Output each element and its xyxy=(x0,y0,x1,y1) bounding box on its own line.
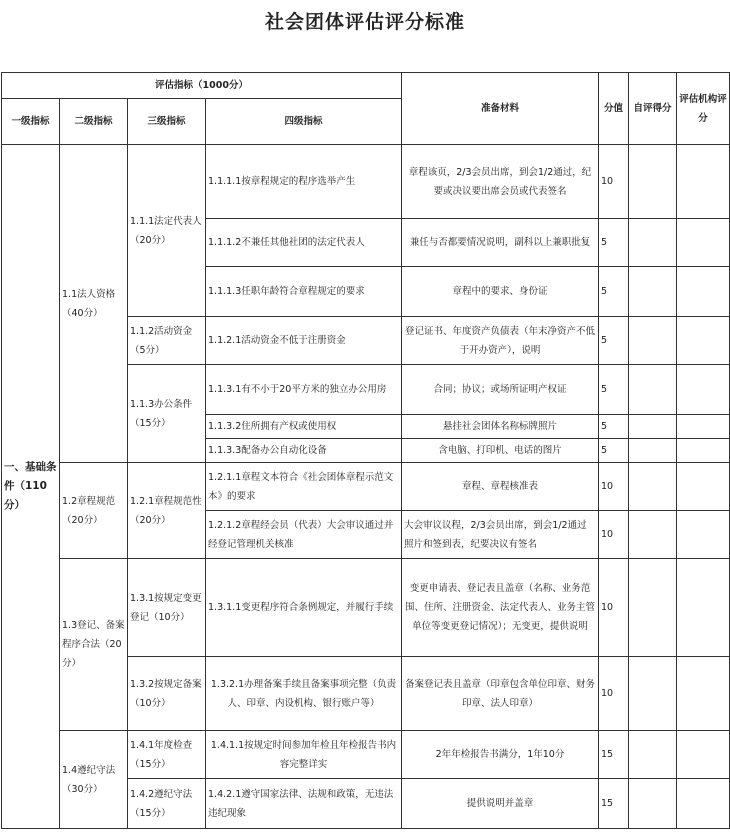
self-score-cell[interactable] xyxy=(629,463,677,511)
level3-1-3-2: 1.3.2按规定备案（10分） xyxy=(128,657,206,731)
materials-cell: 变更申请表、登记表且盖章（名称、业务范围、住所、注册资金、法定代表人、业务主管单位等变更登记情况）；无变更，提供说明 xyxy=(402,559,599,657)
level4-cell: 1.1.3.3配备办公自动化设备 xyxy=(206,439,402,463)
materials-cell: 大会审议议程，2/3会员出席，到会1/2通过照片和签到表，纪要决议有签名 xyxy=(402,511,599,559)
self-score-cell[interactable] xyxy=(629,415,677,439)
score-cell: 15 xyxy=(599,779,629,829)
agency-score-cell[interactable] xyxy=(677,779,730,829)
table-row xyxy=(2,559,730,657)
agency-score-cell[interactable] xyxy=(677,267,730,317)
level4-cell: 1.3.1.1变更程序符合条例规定，并履行手续 xyxy=(206,559,402,657)
agency-score-cell[interactable] xyxy=(677,145,730,219)
level4-cell: 1.4.2.1遵守国家法律、法规和政策，无违法违纪现象 xyxy=(206,779,402,829)
level4-cell: 1.1.3.1有不小于20平方米的独立办公用房 xyxy=(206,365,402,415)
score-cell: 5 xyxy=(599,267,629,317)
agency-score-cell[interactable] xyxy=(677,219,730,267)
level3-1-4-2: 1.4.2遵纪守法（15分） xyxy=(128,779,206,829)
level4-cell: 1.4.1.1按规定时间参加年检且年检报告书内容完整详实 xyxy=(206,731,402,779)
self-score-cell[interactable] xyxy=(629,511,677,559)
scoring-table xyxy=(1,72,730,829)
agency-score-cell[interactable] xyxy=(677,511,730,559)
level3-1-2-1: 1.2.1章程规范性（20分） xyxy=(128,463,206,559)
level3-1-3-1: 1.3.1按规定变更登记（10分） xyxy=(128,559,206,657)
score-cell: 5 xyxy=(599,219,629,267)
self-score-cell[interactable] xyxy=(629,365,677,415)
header-agency-score: 评估机构评分 xyxy=(677,73,730,145)
header-materials: 准备材料 xyxy=(402,73,599,145)
materials-cell: 登记证书、年度资产负债表（年末净资产不低于开办资产），说明 xyxy=(402,317,599,365)
self-score-cell[interactable] xyxy=(629,779,677,829)
level1-basic: 一、基础条件（110分） xyxy=(2,145,60,829)
materials-cell: 备案登记表且盖章（印章包含单位印章、财务印章、法人印章） xyxy=(402,657,599,731)
level3-1-4-1: 1.4.1年度检查（15分） xyxy=(128,731,206,779)
score-cell: 5 xyxy=(599,439,629,463)
table-row xyxy=(2,731,730,779)
level2-1-1: 1.1法人资格（40分） xyxy=(60,145,128,463)
score-cell: 10 xyxy=(599,145,629,219)
materials-cell: 合同；协议；或场所证明产权证 xyxy=(402,365,599,415)
materials-cell: 章程该页，2/3会员出席，到会1/2通过，纪要或决议要出席会员或代表签名 xyxy=(402,145,599,219)
materials-cell: 兼任与否都要情况说明，副科以上兼职批复 xyxy=(402,219,599,267)
level2-1-3: 1.3登记、备案程序合法（20分） xyxy=(60,559,128,731)
agency-score-cell[interactable] xyxy=(677,365,730,415)
self-score-cell[interactable] xyxy=(629,439,677,463)
header-level1: 一级指标 xyxy=(2,99,60,145)
materials-cell: 2年年检报告书满分，1年10分 xyxy=(402,731,599,779)
agency-score-cell[interactable] xyxy=(677,439,730,463)
self-score-cell[interactable] xyxy=(629,559,677,657)
score-cell: 10 xyxy=(599,463,629,511)
table-row xyxy=(2,463,730,511)
materials-cell: 章程、章程核准表 xyxy=(402,463,599,511)
header-level4: 四级指标 xyxy=(206,99,402,145)
score-cell: 5 xyxy=(599,415,629,439)
level4-cell: 1.1.1.2不兼任其他社团的法定代表人 xyxy=(206,219,402,267)
header-score: 分值 xyxy=(599,73,629,145)
agency-score-cell[interactable] xyxy=(677,463,730,511)
self-score-cell[interactable] xyxy=(629,145,677,219)
header-index-group: 评估指标（1000分） xyxy=(2,73,402,99)
score-cell: 15 xyxy=(599,731,629,779)
materials-cell: 悬挂社会团体名称标牌照片 xyxy=(402,415,599,439)
self-score-cell[interactable] xyxy=(629,219,677,267)
score-cell: 5 xyxy=(599,317,629,365)
self-score-cell[interactable] xyxy=(629,731,677,779)
level4-cell: 1.1.1.3任职年龄符合章程规定的要求 xyxy=(206,267,402,317)
level4-cell: 1.1.2.1活动资金不低于注册资金 xyxy=(206,317,402,365)
header-self-score: 自评得分 xyxy=(629,73,677,145)
materials-cell: 含电脑、打印机、电话的图片 xyxy=(402,439,599,463)
level3-1-1-2: 1.1.2活动资金（5分） xyxy=(128,317,206,365)
materials-cell: 提供说明并盖章 xyxy=(402,779,599,829)
level4-cell: 1.2.1.1章程文本符合《社会团体章程示范文本》的要求 xyxy=(206,463,402,511)
agency-score-cell[interactable] xyxy=(677,559,730,657)
level4-cell: 1.2.1.2章程经会员（代表）大会审议通过并经登记管理机关核准 xyxy=(206,511,402,559)
level4-cell: 1.1.3.2住所拥有产权或使用权 xyxy=(206,415,402,439)
score-cell: 5 xyxy=(599,365,629,415)
table-row xyxy=(2,145,730,219)
page-title: 社会团体评估评分标准 xyxy=(264,11,465,33)
agency-score-cell[interactable] xyxy=(677,657,730,731)
score-cell: 10 xyxy=(599,559,629,657)
level4-cell: 1.1.1.1按章程规定的程序选举产生 xyxy=(206,145,402,219)
agency-score-cell[interactable] xyxy=(677,415,730,439)
level3-1-1-3: 1.1.3办公条件（15分） xyxy=(128,365,206,463)
level2-1-4: 1.4遵纪守法（30分） xyxy=(60,731,128,829)
self-score-cell[interactable] xyxy=(629,267,677,317)
score-cell: 10 xyxy=(599,657,629,731)
self-score-cell[interactable] xyxy=(629,657,677,731)
agency-score-cell[interactable] xyxy=(677,317,730,365)
materials-cell: 章程中的要求、身份证 xyxy=(402,267,599,317)
header-level2: 二级指标 xyxy=(60,99,128,145)
level2-1-2: 1.2章程规范（20分） xyxy=(60,463,128,559)
agency-score-cell[interactable] xyxy=(677,731,730,779)
level4-cell: 1.3.2.1办理备案手续且备案事项完整（负责人、印章、内设机构、银行账户等） xyxy=(206,657,402,731)
self-score-cell[interactable] xyxy=(629,317,677,365)
level3-1-1-1: 1.1.1法定代表人（20分） xyxy=(128,145,206,317)
score-cell: 10 xyxy=(599,511,629,559)
header-level3: 三级指标 xyxy=(128,99,206,145)
